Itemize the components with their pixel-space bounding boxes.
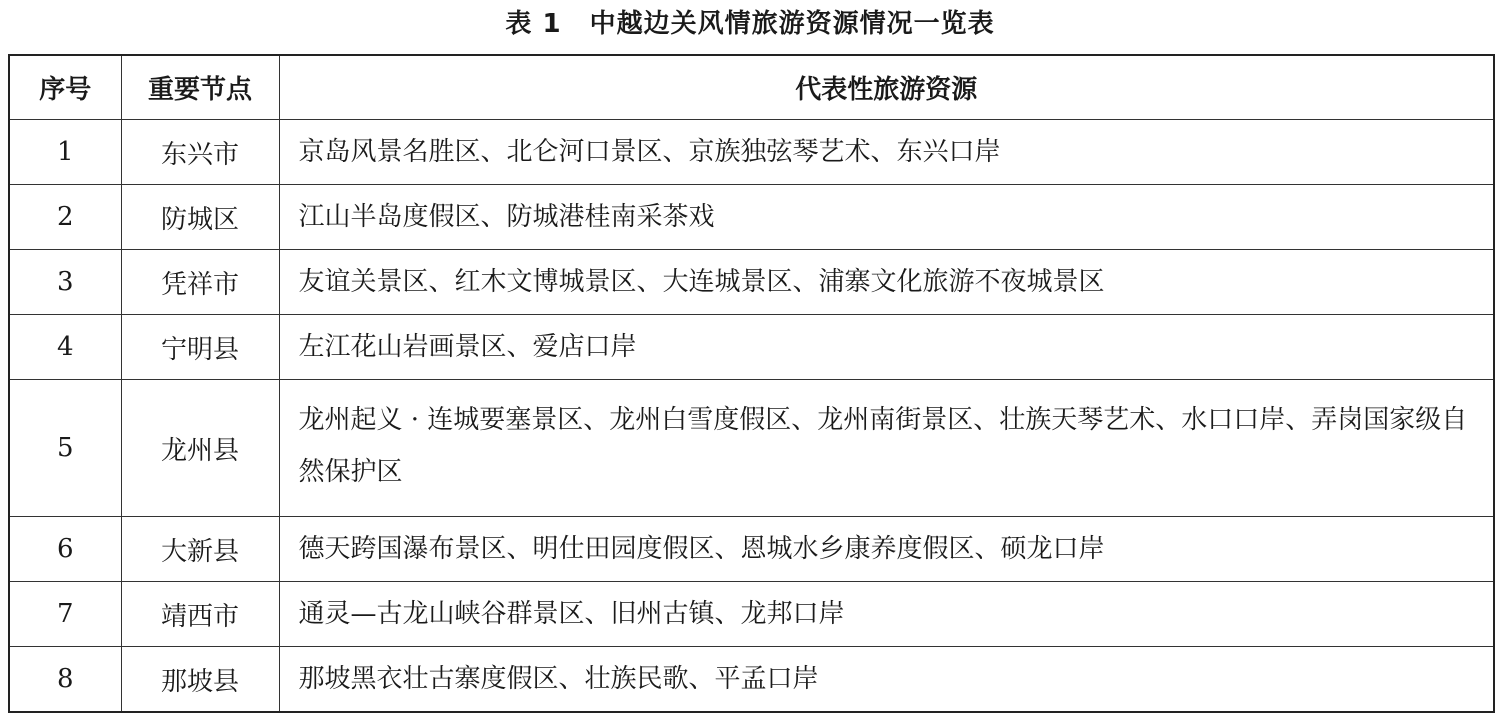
row-resources: 友谊关景区、红木文博城景区、大连城景区、浦寨文化旅游不夜城景区: [279, 250, 1494, 315]
column-header-resources: 代表性旅游资源: [279, 55, 1494, 120]
row-node: 那坡县: [121, 647, 279, 713]
row-node: 大新县: [121, 517, 279, 582]
row-resources: 那坡黑衣壮古寨度假区、壮族民歌、平孟口岸: [279, 647, 1494, 713]
row-number: 3: [9, 250, 121, 315]
row-node: 凭祥市: [121, 250, 279, 315]
row-node: 东兴市: [121, 120, 279, 185]
table-row: [9, 380, 1494, 517]
row-number: 2: [9, 185, 121, 250]
table-row: [9, 315, 1494, 380]
row-number: 7: [9, 582, 121, 647]
row-number: 6: [9, 517, 121, 582]
table-header-row: [9, 55, 1494, 120]
table-number: 表 1: [505, 9, 562, 39]
table-row: [9, 250, 1494, 315]
row-resources: 江山半岛度假区、防城港桂南采茶戏: [279, 185, 1494, 250]
table-caption: [0, 2, 1500, 46]
table-row: [9, 120, 1494, 185]
row-number: 8: [9, 647, 121, 713]
row-resources: 左江花山岩画景区、爱店口岸: [279, 315, 1494, 380]
row-resources: 龙州起义 · 连城要塞景区、龙州白雪度假区、龙州南街景区、壮族天琴艺术、水口口岸、弄岗国家级自然保护区: [279, 380, 1494, 517]
row-node: 靖西市: [121, 582, 279, 647]
row-node: 龙州县: [121, 380, 279, 517]
column-header-number: 序号: [9, 55, 121, 120]
row-node: 防城区: [121, 185, 279, 250]
table-row: [9, 185, 1494, 250]
column-header-node: 重要节点: [121, 55, 279, 120]
row-number: 1: [9, 120, 121, 185]
table-row: [9, 582, 1494, 647]
table-title: 中越边关风情旅游资源情况一览表: [589, 9, 995, 39]
row-node: 宁明县: [121, 315, 279, 380]
row-number: 4: [9, 315, 121, 380]
row-number: 5: [9, 380, 121, 517]
row-resources: 京岛风景名胜区、北仑河口景区、京族独弦琴艺术、东兴口岸: [279, 120, 1494, 185]
table-row: [9, 647, 1494, 713]
table-row: [9, 517, 1494, 582]
row-resources: 通灵—古龙山峡谷群景区、旧州古镇、龙邦口岸: [279, 582, 1494, 647]
row-resources: 德天跨国瀑布景区、明仕田园度假区、恩城水乡康养度假区、硕龙口岸: [279, 517, 1494, 582]
tourism-resource-table: [8, 54, 1495, 713]
